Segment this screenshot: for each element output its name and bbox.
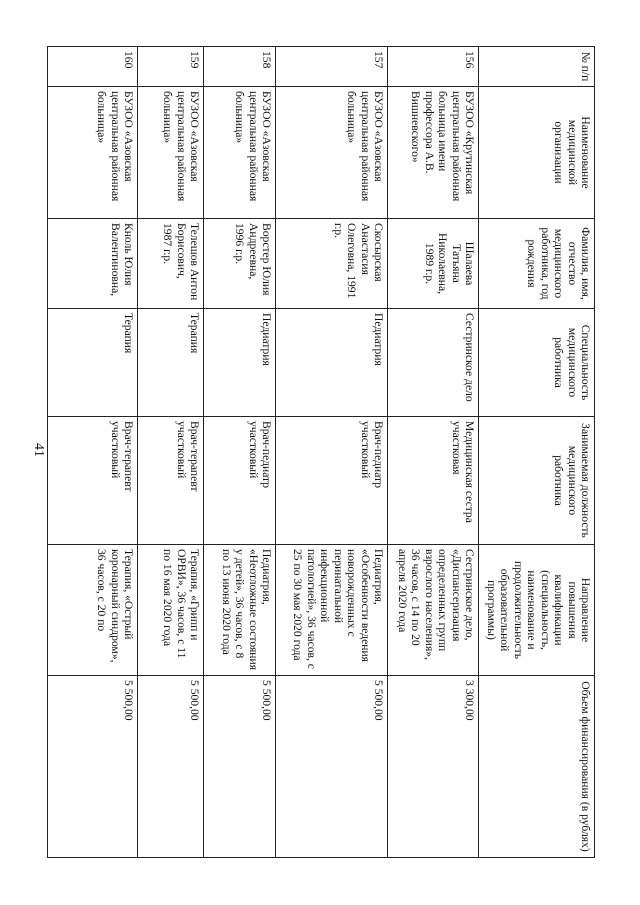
cell-training-direction: Педиатрия, «Особенности ведения новорожденных с перинатальной инфекционной патологией», 36 часов, с 25 по 30 мая 2020 года (276, 545, 388, 676)
cell-organization: БУЗОО «Азовская центральная районная больница» (48, 87, 138, 219)
cell-funding: 5 500,00 (276, 676, 388, 858)
cell-full-name: Телешов Антон Борисович, 1987 г.р. (138, 219, 204, 309)
cell-organization: БУЗОО «Азовская центральная районная больница» (276, 87, 388, 219)
cell-number: 159 (138, 47, 204, 87)
cell-position: Медицинская сестра участковая (388, 417, 479, 545)
rotated-table-container (48, 46, 595, 857)
header-specialty: Специальность медицинского работника (479, 309, 595, 417)
table-header-row (479, 47, 595, 858)
table-row (48, 47, 138, 858)
cell-organization: БУЗОО «Крутинская центральная районная больница имени профессора А.В. Вишневского» (388, 87, 479, 219)
page-number: 41 (31, 443, 46, 457)
header-organization: Наименование медицинской организации (479, 87, 595, 219)
header-full-name: Фамилия, имя, отчество медицинского работника, год рождения (479, 219, 595, 309)
cell-number: 157 (276, 47, 388, 87)
cell-number: 160 (48, 47, 138, 87)
cell-funding: 5 500,00 (48, 676, 138, 858)
cell-training-direction: Педиатрия, «Неотложные состояния у детей», 36 часов, с 8 по 13 июня 2020 года (204, 545, 276, 676)
cell-full-name: Скосырская Анастасия Олеговна, 1991 г.р. (276, 219, 388, 309)
cell-funding: 5 500,00 (138, 676, 204, 858)
cell-specialty: Педиатрия (276, 309, 388, 417)
cell-number: 158 (204, 47, 276, 87)
cell-training-direction: Сестринское дело, «Диспансеризация определенных групп взрослого населения», 36 часов, с 14 по 20 апреля 2020 года (388, 545, 479, 676)
header-number: № п/п (479, 47, 595, 87)
cell-position: Врач-терапевт участковый (138, 417, 204, 545)
cell-position: Врач-педиатр участковый (204, 417, 276, 545)
table-row (138, 47, 204, 858)
cell-funding: 5 500,00 (204, 676, 276, 858)
table-row (276, 47, 388, 858)
cell-full-name: Ворстер Юлия Андреевна, 1996 г.р. (204, 219, 276, 309)
training-table (47, 46, 595, 858)
table-row (388, 47, 479, 858)
cell-specialty: Педиатрия (204, 309, 276, 417)
cell-training-direction: Терапия, «Острый коронарный синдром», 36 часов, с 20 по (48, 545, 138, 676)
cell-organization: БУЗОО «Азовская центральная районная больница» (204, 87, 276, 219)
cell-position: Врач-педиатр участковый (276, 417, 388, 545)
header-position: Занимаемая должность медицинского работника (479, 417, 595, 545)
cell-specialty: Сестринское дело (388, 309, 479, 417)
cell-training-direction: Терапия, «Грипп и ОРВИ», 36 часов, с 11 по 16 мая 2020 года (138, 545, 204, 676)
cell-number: 156 (388, 47, 479, 87)
cell-funding: 3 300,00 (388, 676, 479, 858)
cell-organization: БУЗОО «Азовская центральная районная больница» (138, 87, 204, 219)
cell-position: Врач-терапевт участковый (48, 417, 138, 545)
header-funding: Объем финансирования (в рублях) (479, 676, 595, 858)
header-training-direction: Направление повышения квалификации (специальность, наименование и продолжительность образовательной программы) (479, 545, 595, 676)
table-row (204, 47, 276, 858)
cell-specialty: Терапия (48, 309, 138, 417)
cell-specialty: Терапия (138, 309, 204, 417)
cell-full-name: Шалаева Татьяна Николаевна, 1989 г.р. (388, 219, 479, 309)
cell-full-name: Кноль Юлия Валентиновна, (48, 219, 138, 309)
